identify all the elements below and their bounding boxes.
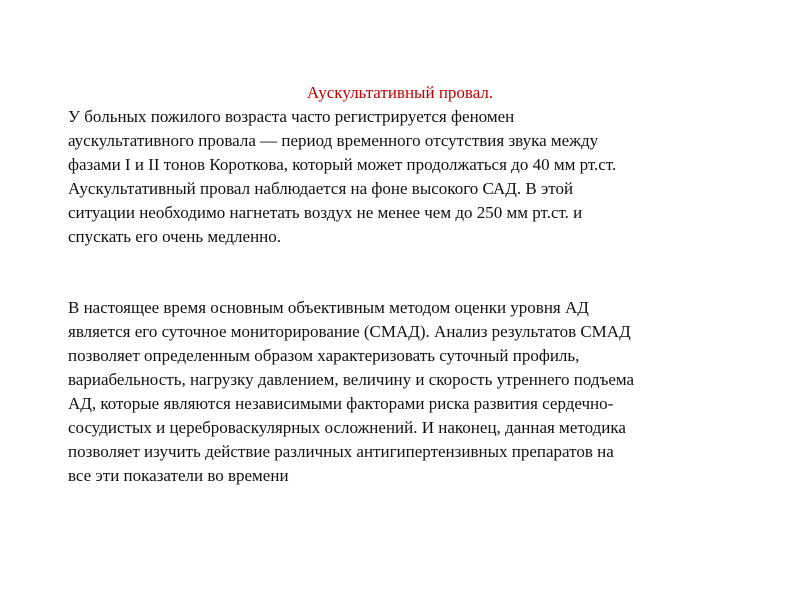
paragraph-line: У больных пожилого возраста часто регистрируется феномен [68, 107, 515, 126]
paragraph-abpm [68, 296, 748, 488]
paragraph-line: позволяет определенным образом характеризовать суточный профиль, [68, 346, 580, 365]
paragraph-line: вариабельность, нагрузку давлением, величину и скорость утреннего подъема [68, 370, 635, 389]
paragraph-line: АД, которые являются независимыми факторами риска развития сердечно- [68, 394, 614, 413]
paragraph-line: все эти показатели во времени [68, 466, 289, 485]
paragraph-auscultatory-gap [68, 105, 748, 249]
paragraph-line: Аускультативный провал наблюдается на фоне высокого САД. В этой [68, 179, 574, 198]
paragraph-line: аускультативного провала — период временного отсутствия звука между [68, 131, 599, 150]
paragraph-line: фазами I и II тонов Короткова, который может продолжаться до 40 мм рт.ст. [68, 155, 617, 174]
paragraph-line: спускать его очень медленно. [68, 227, 282, 246]
paragraph-line: является его суточное мониторирование (СМАД). Анализ результатов СМАД [68, 322, 631, 341]
paragraph-line: ситуации необходимо нагнетать воздух не менее чем до 250 мм рт.ст. и [68, 203, 583, 222]
paragraph-line: В настоящее время основным объективным методом оценки уровня АД [68, 298, 589, 317]
paragraph-line: сосудистых и цереброваскулярных осложнений. И наконец, данная методика [68, 418, 626, 437]
paragraph-line: позволяет изучить действие различных антигипертензивных препаратов на [68, 442, 614, 461]
slide-title: Аускультативный провал. [306, 83, 494, 102]
